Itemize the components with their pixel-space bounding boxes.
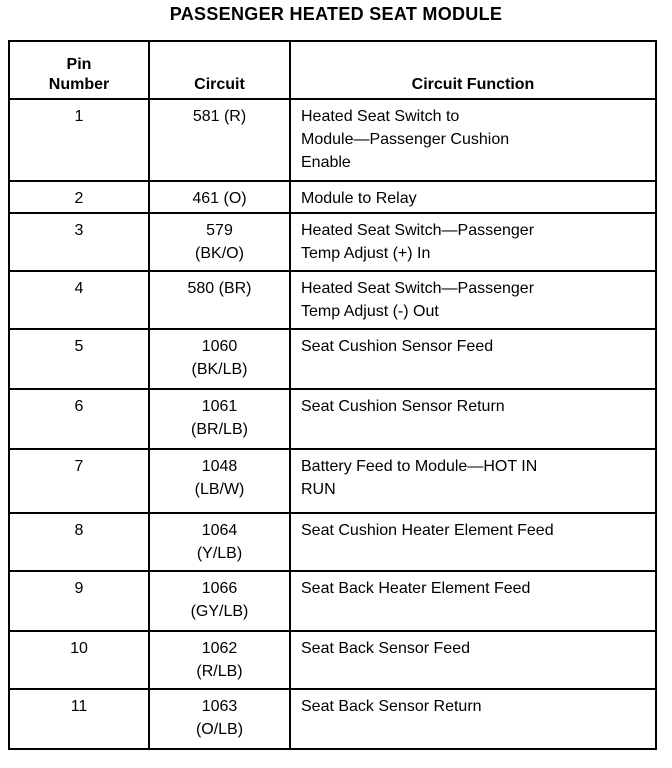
table-row bbox=[9, 213, 656, 271]
pin-cell: 8 bbox=[9, 513, 149, 571]
pin-cell: 7 bbox=[9, 449, 149, 513]
function-line: Module to Relay bbox=[301, 190, 417, 207]
table-row bbox=[9, 181, 656, 213]
circuit-line: 1060 bbox=[201, 338, 238, 355]
circuit-line: (GY/LB) bbox=[190, 603, 249, 620]
pin-cell: 9 bbox=[9, 571, 149, 631]
function-cell bbox=[290, 329, 656, 389]
circuit-line: (BR/LB) bbox=[191, 421, 248, 438]
pin-cell: 1 bbox=[9, 99, 149, 181]
table-row bbox=[9, 513, 656, 571]
table-row bbox=[9, 449, 656, 513]
table-row bbox=[9, 631, 656, 689]
circuit-line: 1064 bbox=[201, 522, 238, 539]
function-line: Module—Passenger Cushion bbox=[301, 131, 510, 148]
circuit-cell bbox=[149, 181, 290, 213]
circuit-cell bbox=[149, 689, 290, 749]
circuit-line: 461 (O) bbox=[192, 190, 247, 207]
pin-table bbox=[8, 40, 657, 750]
pin-cell: 10 bbox=[9, 631, 149, 689]
circuit-cell bbox=[149, 213, 290, 271]
header-circuit: Circuit bbox=[149, 41, 290, 99]
pin-cell: 6 bbox=[9, 389, 149, 449]
circuit-cell bbox=[149, 571, 290, 631]
function-cell bbox=[290, 271, 656, 329]
circuit-line: 1062 bbox=[201, 640, 238, 657]
pin-cell: 3 bbox=[9, 213, 149, 271]
function-cell bbox=[290, 449, 656, 513]
circuit-line: (O/LB) bbox=[195, 721, 244, 738]
circuit-cell bbox=[149, 329, 290, 389]
function-line: RUN bbox=[301, 481, 336, 498]
table-body bbox=[9, 99, 656, 749]
pin-cell: 11 bbox=[9, 689, 149, 749]
pin-cell: 5 bbox=[9, 329, 149, 389]
circuit-cell bbox=[149, 271, 290, 329]
circuit-line: 579 bbox=[206, 222, 233, 239]
function-cell bbox=[290, 181, 656, 213]
function-line: Heated Seat Switch—Passenger bbox=[301, 222, 535, 239]
header-pin-line1: Pin bbox=[66, 56, 92, 73]
table-row bbox=[9, 99, 656, 181]
table-row bbox=[9, 329, 656, 389]
function-line: Seat Back Heater Element Feed bbox=[301, 580, 531, 597]
function-cell bbox=[290, 513, 656, 571]
function-cell bbox=[290, 389, 656, 449]
page-title: PASSENGER HEATED SEAT MODULE bbox=[169, 4, 503, 24]
function-line: Temp Adjust (-) Out bbox=[301, 303, 439, 320]
function-line: Battery Feed to Module—HOT IN bbox=[301, 458, 538, 475]
pin-cell: 4 bbox=[9, 271, 149, 329]
circuit-cell bbox=[149, 449, 290, 513]
function-cell bbox=[290, 631, 656, 689]
table-row bbox=[9, 571, 656, 631]
header-pin-number bbox=[9, 41, 149, 99]
circuit-line: 1066 bbox=[201, 580, 238, 597]
function-cell bbox=[290, 99, 656, 181]
circuit-line: 581 (R) bbox=[192, 108, 247, 125]
function-line: Seat Cushion Sensor Feed bbox=[301, 338, 494, 355]
header-pin-line2: Number bbox=[48, 76, 110, 93]
function-line: Seat Back Sensor Feed bbox=[301, 640, 470, 657]
function-line: Seat Back Sensor Return bbox=[301, 698, 482, 715]
function-cell bbox=[290, 571, 656, 631]
circuit-line: 1063 bbox=[201, 698, 238, 715]
circuit-cell bbox=[149, 99, 290, 181]
pin-cell: 2 bbox=[9, 181, 149, 213]
circuit-cell bbox=[149, 631, 290, 689]
circuit-line: 1061 bbox=[201, 398, 238, 415]
circuit-line: (R/LB) bbox=[196, 663, 243, 680]
circuit-line: (BK/LB) bbox=[191, 361, 248, 378]
circuit-line: 1048 bbox=[201, 458, 238, 475]
circuit-line: (LB/W) bbox=[194, 481, 245, 498]
circuit-cell bbox=[149, 389, 290, 449]
table-row bbox=[9, 389, 656, 449]
table-row bbox=[9, 271, 656, 329]
function-line: Seat Cushion Sensor Return bbox=[301, 398, 505, 415]
function-cell bbox=[290, 689, 656, 749]
function-line: Temp Adjust (+) In bbox=[301, 245, 431, 262]
table-header-row bbox=[9, 41, 656, 99]
circuit-line: 580 (BR) bbox=[187, 280, 252, 297]
function-line: Heated Seat Switch to bbox=[301, 108, 460, 125]
function-line: Seat Cushion Heater Element Feed bbox=[301, 522, 554, 539]
table-row bbox=[9, 689, 656, 749]
circuit-line: (BK/O) bbox=[195, 245, 244, 262]
function-cell bbox=[290, 213, 656, 271]
function-line: Enable bbox=[301, 154, 351, 171]
circuit-line: (Y/LB) bbox=[196, 545, 243, 562]
function-line: Heated Seat Switch—Passenger bbox=[301, 280, 535, 297]
circuit-cell bbox=[149, 513, 290, 571]
header-circuit-function: Circuit Function bbox=[290, 41, 656, 99]
